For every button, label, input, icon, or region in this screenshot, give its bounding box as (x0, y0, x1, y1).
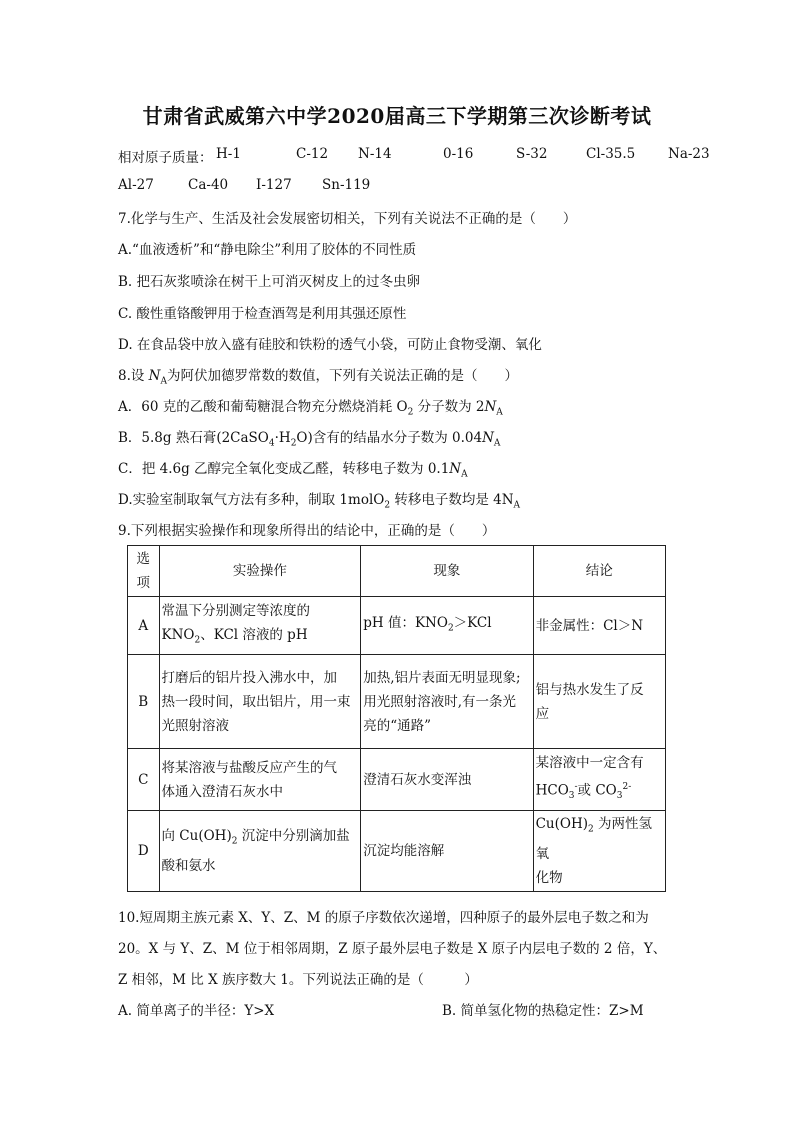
option-cell: B (128, 655, 160, 749)
question-10-stem-line-1: 10.短周期主族元素 X、Y、Z、M 的原子序数依次递增，四种原子的最外层电子数之和为 (118, 910, 649, 926)
experiment-table (127, 545, 666, 892)
operation-cell: 向 $Cu(OH)_2$ 沉淀中分别滴加盐 酸和氨水 (159, 811, 361, 892)
question-8-option-d: D.实验室制取氧气方法有多种，制取 1molO$_2$ 转移电子数均是 $4N_A$ (118, 492, 521, 511)
question-8-stem: 8.设 $N_A$为阿伏加德罗常数的数值，下列有关说法正确的是（ ） (118, 368, 518, 387)
question-10-option-b: B. 简单氢化物的热稳定性：Z>M (442, 1003, 644, 1019)
atomic-mass-item: Al-27 (118, 177, 154, 193)
question-7-option-d: D. 在食品袋中放入盛有硅胶和铁粉的透气小袋，可防止食物受潮、氧化 (118, 337, 542, 353)
table-row (128, 597, 666, 655)
phenomenon-cell: pH 值：$KNO_2>KCl$ (361, 597, 533, 655)
question-7-option-c: C. 酸性重铬酸钾用于检查酒驾是利用其强还原性 (118, 306, 407, 322)
option-cell: C (128, 749, 160, 811)
question-9-stem: 9.下列根据实验操作和现象所得出的结论中，正确的是（ ） (118, 523, 496, 539)
phenomenon-cell: 沉淀均能溶解 (361, 811, 533, 892)
atomic-mass-item: Na-23 (668, 146, 710, 162)
phenomenon-cell: 加热,铝片表面无明显现象; 用光照射溶液时,有一条光 亮的“通路” (361, 655, 533, 749)
conclusion-cell: $Cu(OH)_2$ 为两性氢氧 化物 (533, 811, 665, 892)
table-row (128, 655, 666, 749)
table-header: 实验操作 (159, 546, 361, 597)
question-7-option-b: B. 把石灰浆喷涂在树干上可消灭树皮上的过冬虫卵 (118, 274, 421, 290)
table-header-row (128, 546, 666, 597)
atomic-mass-item: N-14 (358, 146, 392, 162)
table-header: 选项 (128, 546, 160, 597)
question-8-option-c: C．把 4.6g 乙醇完全氧化变成乙醛，转移电子数为 $0.1N_A$ (118, 461, 468, 480)
question-8-option-a: A．60 克的乙酸和葡萄糖混合物充分燃烧消耗 $O_2$ 分子数为 $2N_A$ (118, 399, 503, 418)
atomic-mass-label: 相对原子质量： (118, 150, 213, 166)
table-header: 现象 (361, 546, 533, 597)
conclusion-cell: 铝与热水发生了反 应 (533, 655, 665, 749)
atomic-mass-item: C-12 (296, 146, 329, 162)
option-cell: A (128, 597, 160, 655)
table-row (128, 811, 666, 892)
atomic-mass-item: I-127 (256, 177, 292, 193)
atomic-mass-item: H-1 (216, 146, 241, 162)
atomic-mass-item: Sn-119 (322, 177, 371, 193)
question-10-option-a: A. 简单离子的半径：Y>X (118, 1003, 275, 1019)
conclusion-cell: 非金属性：Cl＞N (533, 597, 665, 655)
option-cell: D (128, 811, 160, 892)
table-row (128, 749, 666, 811)
question-8-option-b: B．5.8g 熟石膏$(2CaSO_4\cdot H_2O)$含有的结晶水分子数为 $0.04N_A$ (118, 430, 501, 449)
question-10-stem-line-3: Z 相邻，M 比 X 族序数大 1。下列说法正确的是（ ） (118, 972, 478, 988)
question-7-option-a: A.“血液透析”和“静电除尘”利用了胶体的不同性质 (118, 242, 417, 258)
operation-cell: 常温下分别测定等浓度的 $KNO_2$、KCl 溶液的 pH (159, 597, 361, 655)
question-7-stem: 7.化学与生产、生活及社会发展密切相关，下列有关说法不正确的是（ ） (118, 211, 577, 227)
conclusion-cell: 某溶液中一定含有 $HCO_3^-$或 $CO_3^{2-}$ (533, 749, 665, 811)
table-header: 结论 (533, 546, 665, 597)
atomic-mass-item: S-32 (516, 146, 548, 162)
operation-cell: 打磨后的铝片投入沸水中，加 热一段时间，取出铝片，用一束 光照射溶液 (159, 655, 361, 749)
phenomenon-cell: 澄清石灰水变浑浊 (361, 749, 533, 811)
operation-cell: 将某溶液与盐酸反应产生的气 体通入澄清石灰水中 (159, 749, 361, 811)
atomic-mass-item: Cl-35.5 (586, 146, 636, 162)
page-title: 甘肃省武威第六中学2020届高三下学期第三次诊断考试 (142, 104, 652, 128)
atomic-mass-item: 0-16 (443, 146, 474, 162)
question-10-stem-line-2: 20。X 与 Y、Z、M 位于相邻周期，Z 原子最外层电子数是 X 原子内层电子数的 2 倍，Y、 (118, 941, 667, 957)
atomic-mass-item: Ca-40 (188, 177, 229, 193)
